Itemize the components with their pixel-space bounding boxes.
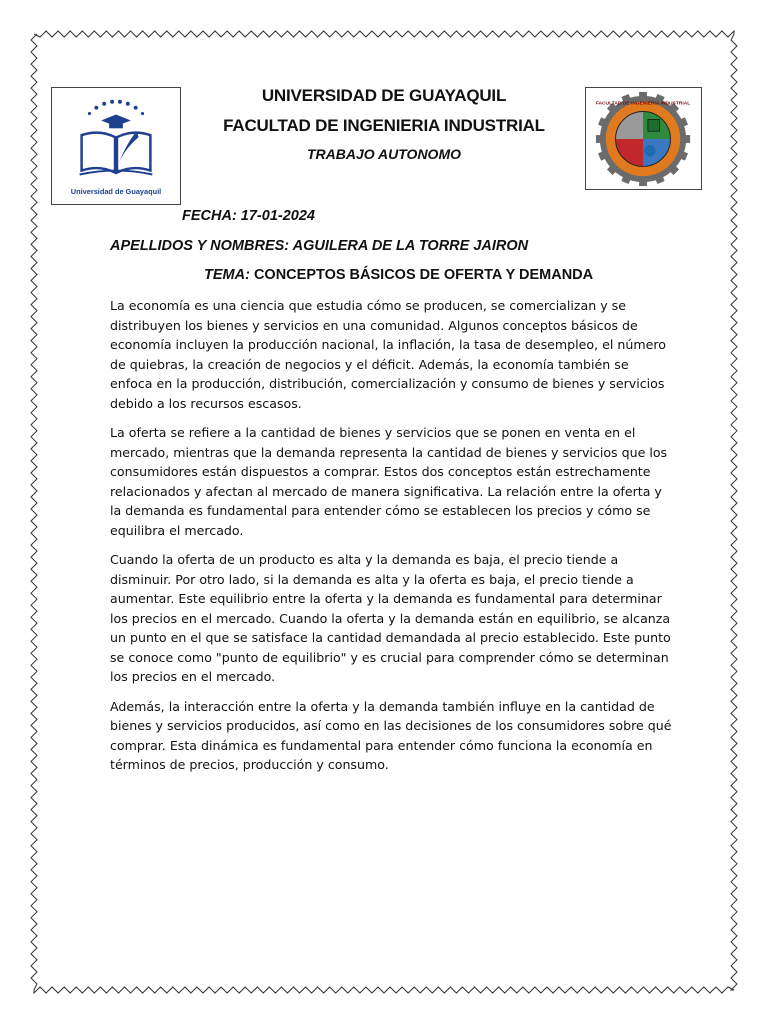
- paragraph-3: Cuando la oferta de un producto es alta y la demanda es baja, el precio tiende a disminuir. Por otro lado, si la demanda es alta y la oferta es baja, el precio tiende a aumentar. Este equilibrio entre la oferta y la demanda es fundamental para determinar los precios en el mercado. Cuando la oferta y la demanda están en equilibrio, se alcanza un punto en el que se satisface la cantidad demandada al precio establecido. Este punto se conoce como "punto de equilibrio" y es crucial para comprender cómo se determinan los precios en el mercado.: [110, 552, 671, 684]
- faculty-title: FACULTAD DE INGENIERIA INDUSTRIAL: [223, 116, 545, 135]
- logo-caption: Universidad de Guayaquil: [70, 187, 162, 197]
- topic-label: TEMA:: [204, 267, 250, 283]
- work-type: TRABAJO AUTONOMO: [307, 146, 461, 162]
- document-body: [110, 296, 675, 785]
- paragraph-1: La economía es una ciencia que estudia cómo se producen, se comercializan y se distribuyen los bienes y servicios en una comunidad. Algunos conceptos básicos de economía incluyen la producción nacional, la inflación, la tasa de desempleo, el número de quiebras, la creación de negocios y el déficit. Además, la economía también se enfoca en la producción, distribución, comercialización y consumo de bienes y servicios debido a los recursos escasos.: [110, 298, 666, 411]
- topic-value: CONCEPTOS BÁSICOS DE OFERTA Y DEMANDA: [249, 267, 594, 283]
- paragraph-4: Además, la interacción entre la oferta y la demanda también influye en la cantidad de bienes y servicios producidos, así como en las decisiones de los consumidores sobre qué comprar. Esta dinámica es fundamental para entender cómo funciona la economía en términos de precios, producción y consumo.: [110, 698, 672, 772]
- paragraph-2: La oferta se refiere a la cantidad de bienes y servicios que se ponen en venta en el mercado, mientras que la demanda representa la cantidad de bienes y servicios que los consumidores están dispuestos a comprar. Estos dos conceptos están estrechamente relacionados y afectan al mercado de manera significativa. La relación entre la oferta y la demanda es fundamental para entender cómo se establecen los precios y cómo se equilibra el mercado.: [110, 425, 668, 538]
- student-name-line: APELLIDOS Y NOMBRES: AGUILERA DE LA TORRE JAIRON: [110, 238, 529, 254]
- seal-ring-text: FACULTAD DE INGENIERIA INDUSTRIAL: [595, 101, 691, 107]
- date-line: FECHA: 17-01-2024: [182, 208, 315, 224]
- topic-line: [204, 267, 593, 283]
- university-title: UNIVERSIDAD DE GUAYAQUIL: [261, 86, 507, 105]
